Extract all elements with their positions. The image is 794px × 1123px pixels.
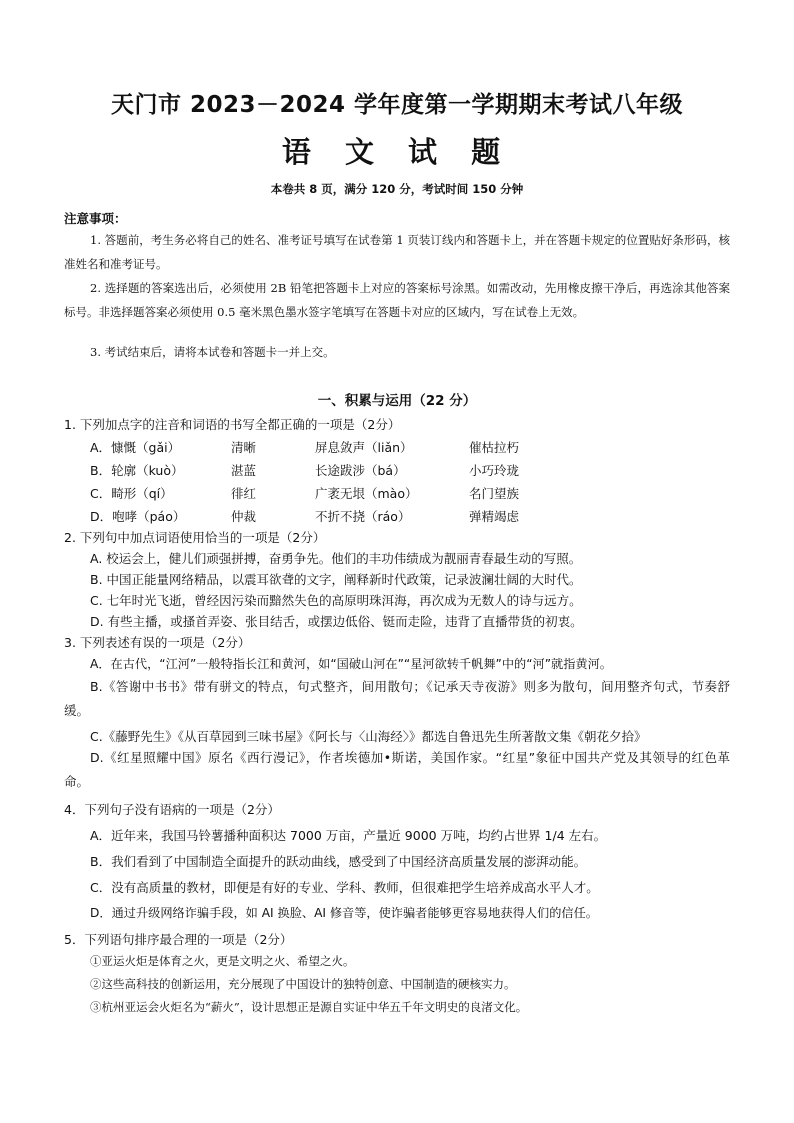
- q1-d-4: 弹精竭虑: [469, 509, 520, 524]
- question-4-option-a: A．近年来，我国马铃薯播种面积达 7000 万亩，产量近 9000 万吨，均约占世界 1/4 左右。: [90, 828, 607, 843]
- question-3-option-c: C.《藤野先生》《从百草园到三味书屋》《阿长与〈山海经〉》都选自鲁迅先生所著散文集《朝花夕拾》: [90, 729, 647, 744]
- question-2-option-a: A. 校运会上，健儿们顽强拼搏，奋勇争先。他们的丰功伟绩成为靓丽青春最生动的写照。: [90, 551, 582, 566]
- q1-b-4: 小巧玲珑: [469, 463, 520, 478]
- q1-c-3: 广袤无垠（mào）: [315, 486, 418, 501]
- question-5-sentence-2: ②这些高科技的创新运用，充分展现了中国设计的独特创意、中国制造的硬核实力。: [90, 977, 516, 991]
- q1-d-2: 仲裁: [231, 509, 257, 524]
- notes-heading: 注意事项：: [64, 211, 127, 226]
- question-4-option-d: D．通过升级网络诈骗手段，如 AI 换脸、AI 修音等，使诈骗者能够更容易地获得人们的信任。: [90, 906, 598, 920]
- question-2-option-b: B. 中国正能量网络精品，以震耳欲聋的文字，阐释新时代政策，记录波澜壮阔的大时代。: [90, 572, 582, 587]
- question-3-option-b: B.《答谢中书书》带有骈文的特点，句式整齐，间用散句；《记承天寺夜游》则多为散句，间用整齐句式，节奏舒缓。: [64, 679, 730, 718]
- question-4-option-b: B．我们看到了中国制造全面提升的跃动曲线，感受到了中国经济高质量发展的澎湃动能。: [90, 854, 587, 869]
- q1-b-3: 长途跋涉（bá）: [315, 463, 406, 478]
- q1-a-4: 催枯拉朽: [469, 440, 520, 455]
- q1-c-2: 徘红: [231, 486, 257, 501]
- question-2-option-d: D. 有些主播，或搔首弄姿、张目结舌，或摆边低俗、铤而走险，违背了直播带货的初衷。: [90, 614, 583, 629]
- question-5-stem: 5．下列语句排序最合理的一项是（2分）: [64, 932, 293, 947]
- question-3-option-a: A．在古代，“江河”一般特指长江和黄河，如“国破山河在”“星河欲转千帆舞”中的“河”就指黄河。: [90, 657, 612, 671]
- question-5-sentence-1: ①亚运火炬是体育之火，更是文明之火、希望之火。: [90, 954, 355, 968]
- section-title: 一、积累与运用（22 分）: [317, 393, 477, 409]
- question-3-stem: 3. 下列表述有误的一项是（2分）: [64, 635, 251, 650]
- question-2-option-c: C. 七年时光飞逝，曾经因污染而黯然失色的高原明珠洱海，再次成为无数人的诗与远方。: [90, 593, 582, 608]
- q1-a-3: 屏息敛声（liǎn）: [315, 440, 413, 455]
- note-item-3: 3. 考试结束后，请将本试卷和答题卡一并上交。: [90, 345, 335, 359]
- question-4-stem: 4．下列句子没有语病的一项是（2分）: [64, 802, 280, 817]
- question-3-option-d: D.《红星照耀中国》原名《西行漫记》，作者埃德加•斯诺，美国作家。“红星”象征中国共产党及其领导的红色革命。: [64, 750, 730, 789]
- q1-d-1: D．咆哮（páo）: [90, 509, 186, 524]
- exam-title: 天门市 2023－2024 学年度第一学期期末考试八年级: [110, 92, 684, 118]
- q1-a-2: 清晰: [231, 440, 257, 455]
- exam-subject: 语 文 试 题: [281, 135, 513, 169]
- note-item-1: 1. 答题前，考生务必将自己的姓名、准考证号填写在试卷第 1 页装订线内和答题卡上，并在答题卡规定的位置贴好条形码，核准姓名和准考证号。: [64, 233, 730, 271]
- question-1-stem: 1. 下列加点字的注音和词语的书写全都正确的一项是（2分）: [64, 417, 401, 432]
- q1-a-1: A．慷慨（gǎi）: [90, 440, 181, 455]
- question-4-option-c: C．没有高质量的教材，即便是有好的专业、学科、教师，但很难把学生培养成高水平人才。: [90, 880, 599, 895]
- q1-d-3: 不折不挠（ráo）: [315, 509, 411, 524]
- q1-c-4: 名门望族: [469, 486, 520, 501]
- exam-info: 本卷共 8 页，满分 120 分，考试时间 150 分钟: [270, 182, 524, 196]
- question-5-sentence-3: ③杭州亚运会火炬名为“薪火”，设计思想正是源自实证中华五千年文明史的良渚文化。: [90, 1000, 528, 1014]
- q1-c-1: C．畸形（qí）: [90, 486, 173, 501]
- q1-b-2: 湛蓝: [231, 463, 257, 478]
- question-2-stem: 2. 下列句中加点词语使用恰当的一项是（2分）: [64, 530, 326, 545]
- q1-b-1: B．轮廓（kuò）: [90, 463, 184, 478]
- note-item-2: 2. 选择题的答案选出后，必须使用 2B 铅笔把答题卡上对应的答案标号涂黑。如需改动，先用橡皮擦干净后，再选涂其他答案标号。非选择题答案必须使用 0.5 毫米黑色墨水签字笔填写在答题卡对应的区域内，写在试卷上无效。: [64, 281, 730, 319]
